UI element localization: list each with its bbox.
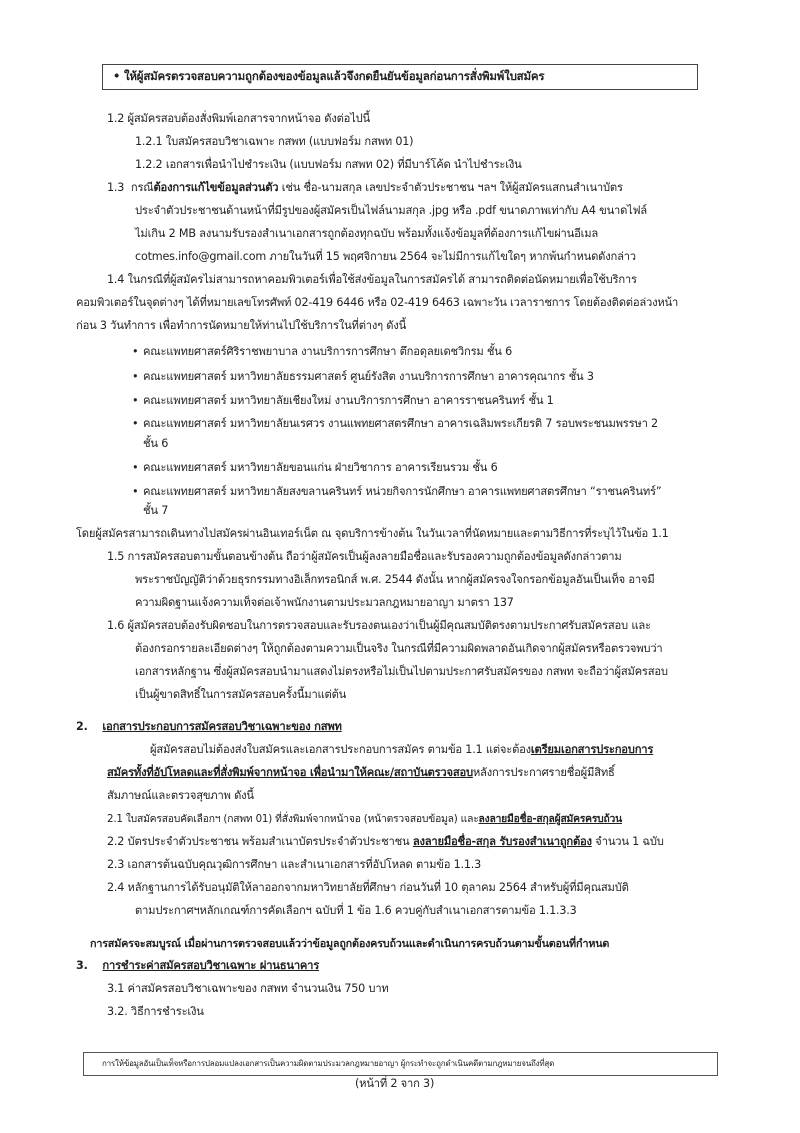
list-item-continuation: ชั้น 7 [143, 504, 169, 517]
list-item: • คณะแพทยศาสตร์ มหาวิทยาลัยนเรศวร งานแพทยศาสตรศึกษา อาคารเฉลิมพระเกียรติ 7 รอบพระชนมพรรษา 2 [132, 417, 658, 430]
item-1-4-line3: ก่อน 3 วันทำการ เพื่อทำการนัดหมายให้ท่านไปใช้บริการในที่ต่างๆ ดังนี้ [76, 319, 407, 332]
legal-warning-box [83, 1052, 718, 1076]
item-1-5-line2: พระราชบัญญัติว่าด้วยธุรกรรมทางอิเล็กทรอนิกส์ พ.ศ. 2544 ดังนั้น หากผู้สมัครจงใจกรอกข้อมูลอันเป็นเท็จ อาจมี [135, 573, 655, 586]
section-2-heading: 2. เอกสารประกอบการสมัครสอบวิชาเฉพาะของ กสพท [76, 720, 342, 733]
notice-box [102, 64, 698, 90]
item-1-6-line2: ต้องกรอกรายละเอียดต่างๆ ให้ถูกต้องตามความเป็นจริง ในกรณีที่มีความผิดพลาดอันเกิดจากผู้สมัครหรือตรวจพบว่า [135, 642, 663, 655]
item-1-4-closing: โดยผู้สมัครสามารถเดินทางไปสมัครผ่านอินเทอร์เน็ต ณ จุดบริการข้างต้น ในวันเวลาที่นัดหมายและตามวิธีการที่ระบุไว้ในข้อ 1.1 [76, 527, 669, 540]
completion-note: การสมัครจะสมบูรณ์ เมื่อผ่านการตรวจสอบแล้วว่าข้อมูลถูกต้องครบถ้วนและดำเนินการครบถ้วนตามขั้นตอนที่กำหนด [90, 937, 610, 950]
item-1-5-line3: ความผิดฐานแจ้งความเท็จต่อเจ้าพนักงานตามประมวลกฎหมายอาญา มาตรา 137 [135, 596, 514, 609]
item-2-2: 2.2 บัตรประจำตัวประชาชน พร้อมสำเนาบัตรประจำตัวประชาชน ลงลายมือชื่อ-สกุล รับรองสำเนาถูกต้อง จำนวน 1 ฉบับ [107, 835, 664, 848]
list-item: • คณะแพทยศาสตร์ มหาวิทยาลัยเชียงใหม่ งานบริการการศึกษา อาคารราชนครินทร์ ชั้น 1 [132, 394, 554, 407]
item-1-6: 1.6 ผู้สมัครสอบต้องรับผิดชอบในการตรวจสอบและรับรองตนเองว่าเป็นผู้มีคุณสมบัติตรงตามประกาศรับสมัครสอบ และ [107, 619, 651, 632]
item-1-2: 1.2 ผู้สมัครสอบต้องสั่งพิมพ์เอกสารจากหน้าจอ ดังต่อไปนี้ [107, 112, 370, 125]
item-2-4: 2.4 หลักฐานการได้รับอนุมัติให้ลาออกจากมหาวิทยาลัยที่ศึกษา ก่อนวันที่ 10 ตุลาคม 2564 สำหรับผู้ที่มีคุณสมบัติ [107, 881, 629, 894]
item-1-6-line4: เป็นผู้ขาดสิทธิ์ในการสมัครสอบครั้งนี้มาแต่ต้น [135, 688, 347, 701]
item-1-6-line3: เอกสารหลักฐาน ซึ่งผู้สมัครสอบนำมาแสดงไม่ตรงหรือไม่เป็นไปตามประกาศรับสมัครของ กสพท จะถือว่าผู้สมัครสอบ [135, 665, 668, 678]
section-2-intro-line3: สัมภาษณ์และตรวจสุขภาพ ดังนี้ [107, 789, 254, 802]
item-2-1: 2.1 ใบสมัครสอบคัดเลือกฯ (กสพท 01) ที่สั่งพิมพ์จากหน้าจอ (หน้าตรวจสอบข้อมูล) และลงลายมือชื่อ-สกุลผู้สมัครครบถ้วน [107, 813, 622, 825]
item-3-2: 3.2. วิธีการชำระเงิน [107, 1005, 204, 1018]
item-1-5: 1.5 การสมัครสอบตามขั้นตอนข้างต้น ถือว่าผู้สมัครเป็นผู้ลงลายมือชื่อและรับรองความถูกต้องข้อมูลดังกล่าวตาม [107, 550, 622, 563]
list-item: • คณะแพทยศาสตร์ศิริราชพยาบาล งานบริการการศึกษา ตึกอดุลยเดชวิกรม ชั้น 6 [132, 345, 513, 358]
list-item: • คณะแพทยศาสตร์ มหาวิทยาลัยขอนแก่น ฝ่ายวิชาการ อาคารเรียนรวม ชั้น 6 [132, 461, 498, 474]
item-2-3: 2.3 เอกสารต้นฉบับคุณวุฒิการศึกษา และสำเนาเอกสารที่อัปโหลด ตามข้อ 1.1.3 [107, 858, 482, 871]
list-item: • คณะแพทยศาสตร์ มหาวิทยาลัยสงขลานครินทร์ หน่วยกิจการนักศึกษา อาคารแพทยศาสตรศึกษา “ราชนครินทร์” [132, 485, 662, 498]
item-1-4: 1.4 ในกรณีที่ผู้สมัครไม่สามารถหาคอมพิวเตอร์เพื่อใช้ส่งข้อมูลในการสมัครได้ สามารถติดต่อนัดหมายเพื่อใช้บริการ [107, 273, 637, 286]
item-1-3-line3: ไม่เกิน 2 MB ลงนามรับรองสำเนาเอกสารถูกต้องทุกฉบับ พร้อมทั้งแจ้งข้อมูลที่ต้องการแก้ไขผ่านอีเมล [135, 227, 599, 240]
section-2-intro-line2: สมัครทั้งที่อัปโหลดและที่สั่งพิมพ์จากหน้าจอ เพื่อนำมาให้คณะ/สถาบันตรวจสอบหลังการประกาศรายชื่อผู้มีสิทธิ์ [107, 766, 615, 779]
list-item: • คณะแพทยศาสตร์ มหาวิทยาลัยธรรมศาสตร์ ศูนย์รังสิต งานบริการการศึกษา อาคารคุณากร ชั้น 3 [132, 370, 594, 383]
item-1-3: 1.3 กรณีต้องการแก้ไขข้อมูลส่วนตัว เช่น ชื่อ-นามสกุล เลขประจำตัวประชาชน ฯลฯ ให้ผู้สมัครแสกนสำเนาบัตร [107, 181, 623, 194]
item-1-2-1: 1.2.1 ใบสมัครสอบวิชาเฉพาะ กสพท (แบบฟอร์ม กสพท 01) [135, 135, 414, 148]
list-item-continuation: ชั้น 6 [143, 437, 169, 450]
page-number: (หน้าที่ 2 จาก 3) [355, 1077, 435, 1090]
bullet-icon: • [113, 69, 121, 83]
section-3-heading: 3. การชำระค่าสมัครสอบวิชาเฉพาะ ผ่านธนาคาร [76, 959, 320, 972]
item-1-4-line2: คอมพิวเตอร์ในจุดต่างๆ ได้ที่หมายเลขโทรศัพท์ 02-419 6446 หรือ 02-419 6463 เฉพาะวัน เวลาราชการ โดยต้องติดต่อล่วงหน้า [76, 296, 679, 309]
section-2-intro: ผู้สมัครสอบไม่ต้องส่งใบสมัครและเอกสารประกอบการสมัคร ตามข้อ 1.1 แต่จะต้องเตรียมเอกสารประกอบการ [150, 743, 654, 756]
item-3-1: 3.1 ค่าสมัครสอบวิชาเฉพาะของ กสพท จำนวนเงิน 750 บาท [107, 982, 389, 995]
item-1-2-2: 1.2.2 เอกสารเพื่อนำไปชำระเงิน (แบบฟอร์ม กสพท 02) ที่มีบาร์โค้ด นำไปชำระเงิน [135, 158, 522, 171]
item-1-3-line2: ประจำตัวประชาชนด้านหน้าที่มีรูปของผู้สมัครเป็นไฟล์นามสกุล .jpg หรือ .pdf ขนาดภาพเท่ากับ A4 ขนาดไฟล์ [135, 204, 647, 217]
legal-warning-text: การให้ข้อมูลอันเป็นเท็จหรือการปลอมแปลงเอกสารเป็นความผิดตามประมวลกฎหมายอาญา ผู้กระทำจะถูกดำเนินคดีตามกฎหมายจนถึงที่สุด [102, 1059, 555, 1068]
item-2-4-line2: ตามประกาศฯหลักเกณฑ์การคัดเลือกฯ ฉบับที่ 1 ข้อ 1.6 ควบคู่กับสำเนาเอกสารตามข้อ 1.1.3.3 [135, 904, 577, 917]
notice-text: • ให้ผู้สมัครตรวจสอบความถูกต้องของข้อมูลแล้วจึงกดยืนยันข้อมูลก่อนการสั่งพิมพ์ใบสมัคร [113, 69, 545, 83]
item-1-3-email-line: cotmes.info@gmail.com ภายในวันที่ 15 พฤศจิกายน 2564 จะไม่มีการแก้ไขใดๆ หากพ้นกำหนดดังกล่าว [135, 250, 636, 263]
